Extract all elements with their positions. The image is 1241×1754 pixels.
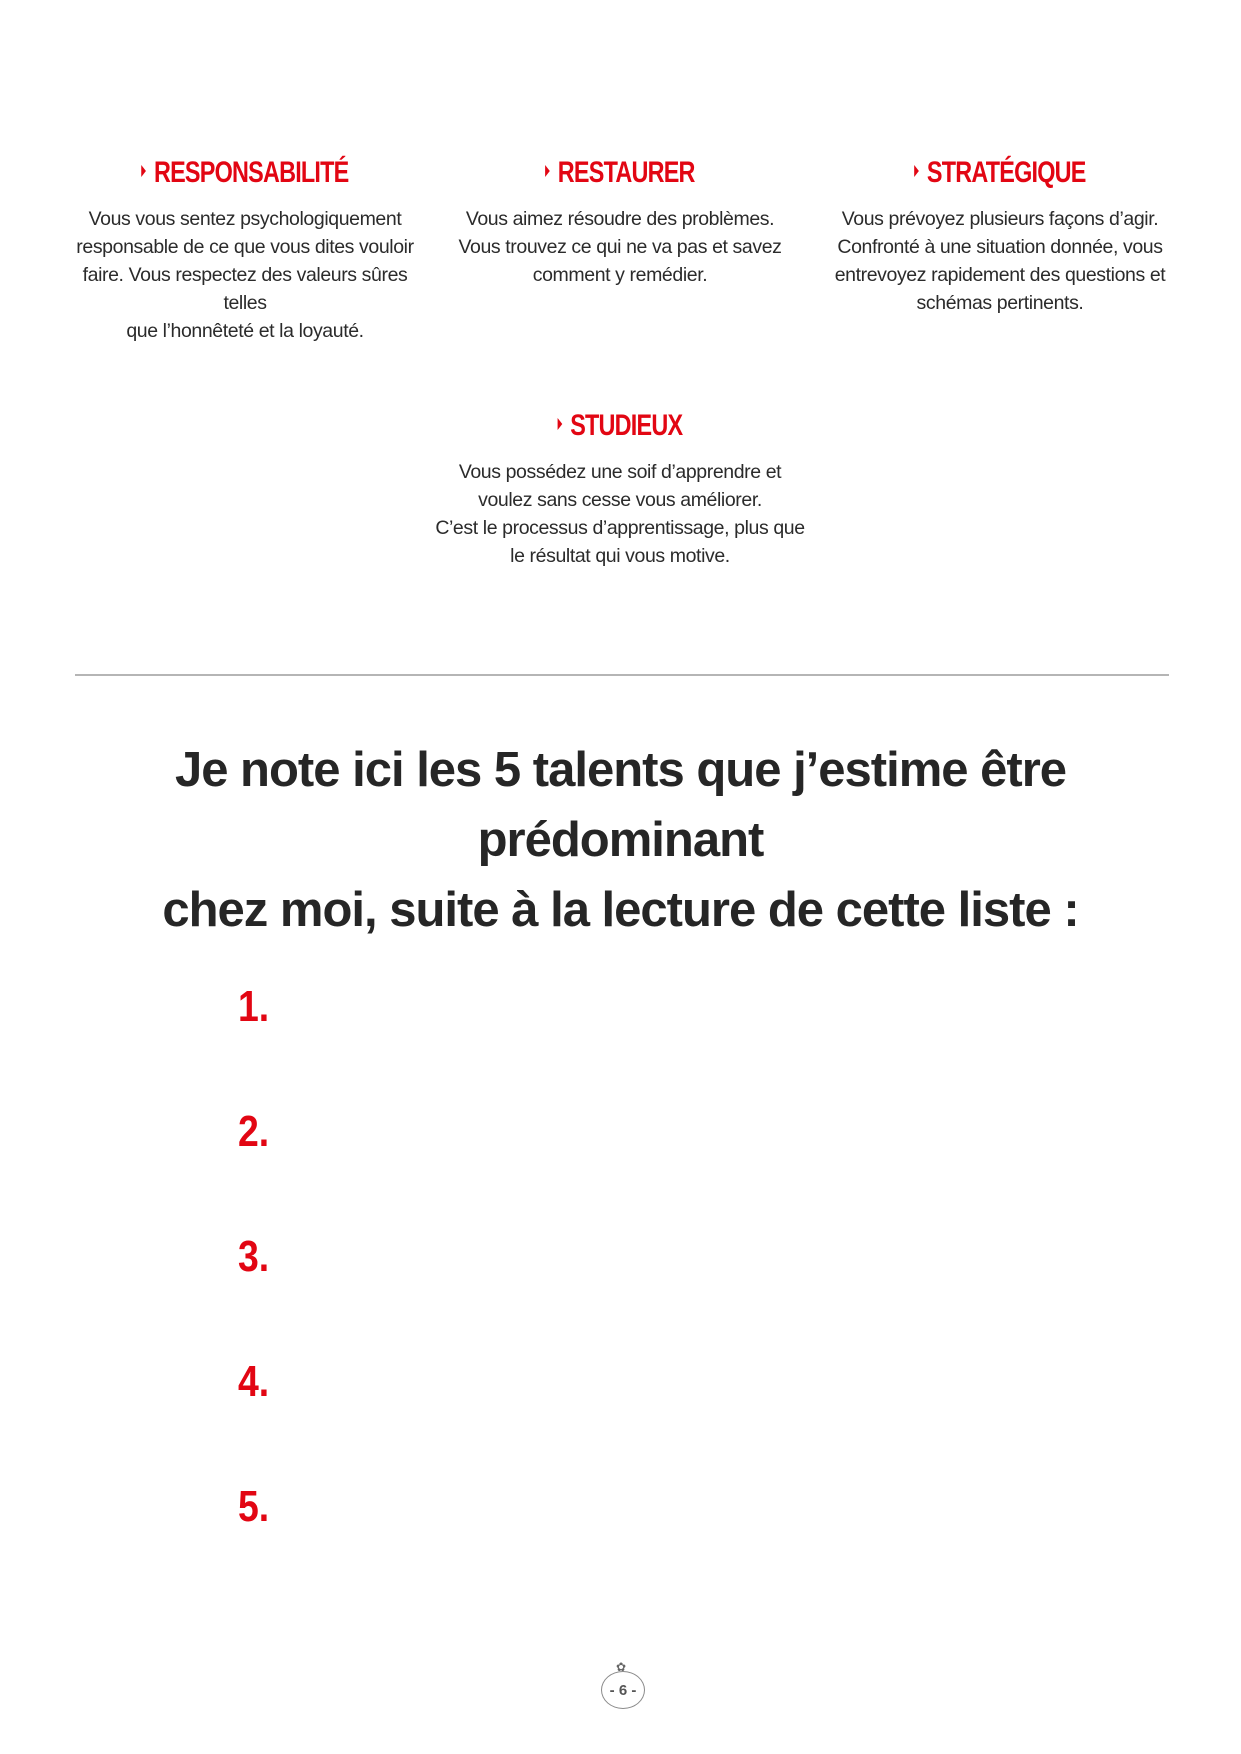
caret-right-icon — [142, 165, 147, 177]
talent-description: Vous vous sentez psychologiquement responsable de ce que vous dites vouloir faire. Vous respectez des valeurs sûres telles que l’honnêteté et la loyauté. — [76, 208, 414, 342]
page-number: - 6 - — [601, 1671, 645, 1709]
talent-block-studieux — [430, 408, 810, 570]
talent-title: RESPONSABILITÉ — [101, 155, 390, 191]
list-number-2: 2. — [238, 1107, 270, 1156]
list-number-3: 3. — [238, 1232, 270, 1281]
talent-description: Vous aimez résoudre des problèmes. Vous trouvez ce qui ne va pas et savez comment y remédier. — [458, 208, 782, 286]
caret-right-icon — [545, 165, 550, 177]
list-number-5: 5. — [238, 1482, 270, 1531]
caret-right-icon — [558, 418, 563, 430]
caret-right-icon — [914, 165, 919, 177]
ladybug-icon: ✿ — [615, 1660, 627, 1674]
talent-description: Vous possédez une soif d’apprendre et voulez sans cesse vous améliorer. C’est le processus d’apprentissage, plus que le résultat qui vous motive. — [435, 461, 805, 567]
talent-block-restaurer — [440, 155, 800, 289]
list-number-1: 1. — [238, 982, 270, 1031]
list-number-4: 4. — [238, 1357, 270, 1406]
page-heading: Je note ici les 5 talents que j’estime être prédominant chez moi, suite à la lecture de cette liste : — [162, 743, 1079, 937]
talent-block-responsabilite — [60, 155, 430, 345]
talent-description: Vous prévoyez plusieurs façons d’agir. Confronté à une situation donnée, vous entrevoyez rapidement des questions et schémas pertinents. — [834, 208, 1166, 314]
talent-title: STUDIEUX — [472, 408, 768, 444]
talent-block-strategique — [810, 155, 1190, 317]
talent-title: RESTAURER — [480, 155, 761, 191]
section-divider — [75, 674, 1169, 676]
talent-title: STRATÉGIQUE — [852, 155, 1148, 191]
